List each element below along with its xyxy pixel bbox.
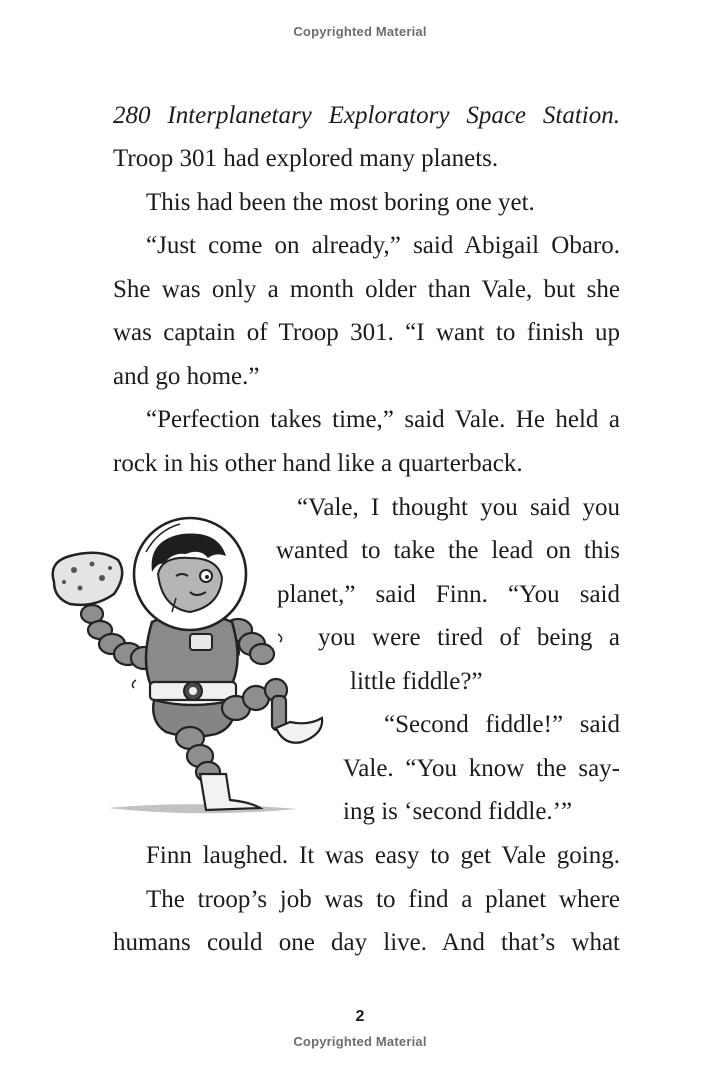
page-number: 2 (355, 1008, 365, 1025)
text-line-5: She was only a month older than Vale, but she (113, 276, 620, 303)
astronaut-with-rock-icon (40, 512, 340, 832)
text-line-6: was captain of Troop 301. “I want to finish up (113, 319, 620, 346)
watermark-top: Copyrighted Material (293, 24, 427, 39)
text-line-20: humans could one day live. And that’s what (113, 929, 620, 956)
text-line-18: Finn laughed. It was easy to get Vale going. (146, 842, 620, 869)
text-line-4: “Just come on already,” said Abigail Obaro. (146, 232, 620, 259)
text-line-17: ing is ‘second fiddle.’” (343, 798, 573, 825)
text-line-1: 280 Interplanetary Exploratory Space Station. (113, 102, 620, 129)
watermark-bottom: Copyrighted Material (293, 1034, 427, 1049)
standing-boot (200, 774, 260, 810)
text-line-10: “Vale, I thought you said you (297, 494, 620, 521)
text-line-11: wanted to take the lead on this (276, 537, 620, 564)
text-line-9: rock in his other hand like a quarterback. (113, 450, 523, 477)
text-line-7: and go home.” (113, 363, 260, 390)
text-line-13: you were tired of being a (318, 624, 620, 651)
text-line-8: “Perfection takes time,” said Vale. He held a (146, 406, 620, 433)
rock-icon (53, 553, 122, 605)
text-line-14: little fiddle?” (350, 668, 483, 695)
text-line-2: Troop 301 had explored many planets. (113, 145, 499, 172)
text-line-12: planet,” said Finn. “You said (277, 581, 620, 608)
text-line-15: “Second fiddle!” said (384, 711, 620, 738)
text-line-3: This had been the most boring one yet. (146, 189, 535, 216)
text-line-19: The troop’s job was to find a planet where (146, 886, 620, 913)
text-line-16: Vale. “You know the say- (343, 755, 620, 782)
